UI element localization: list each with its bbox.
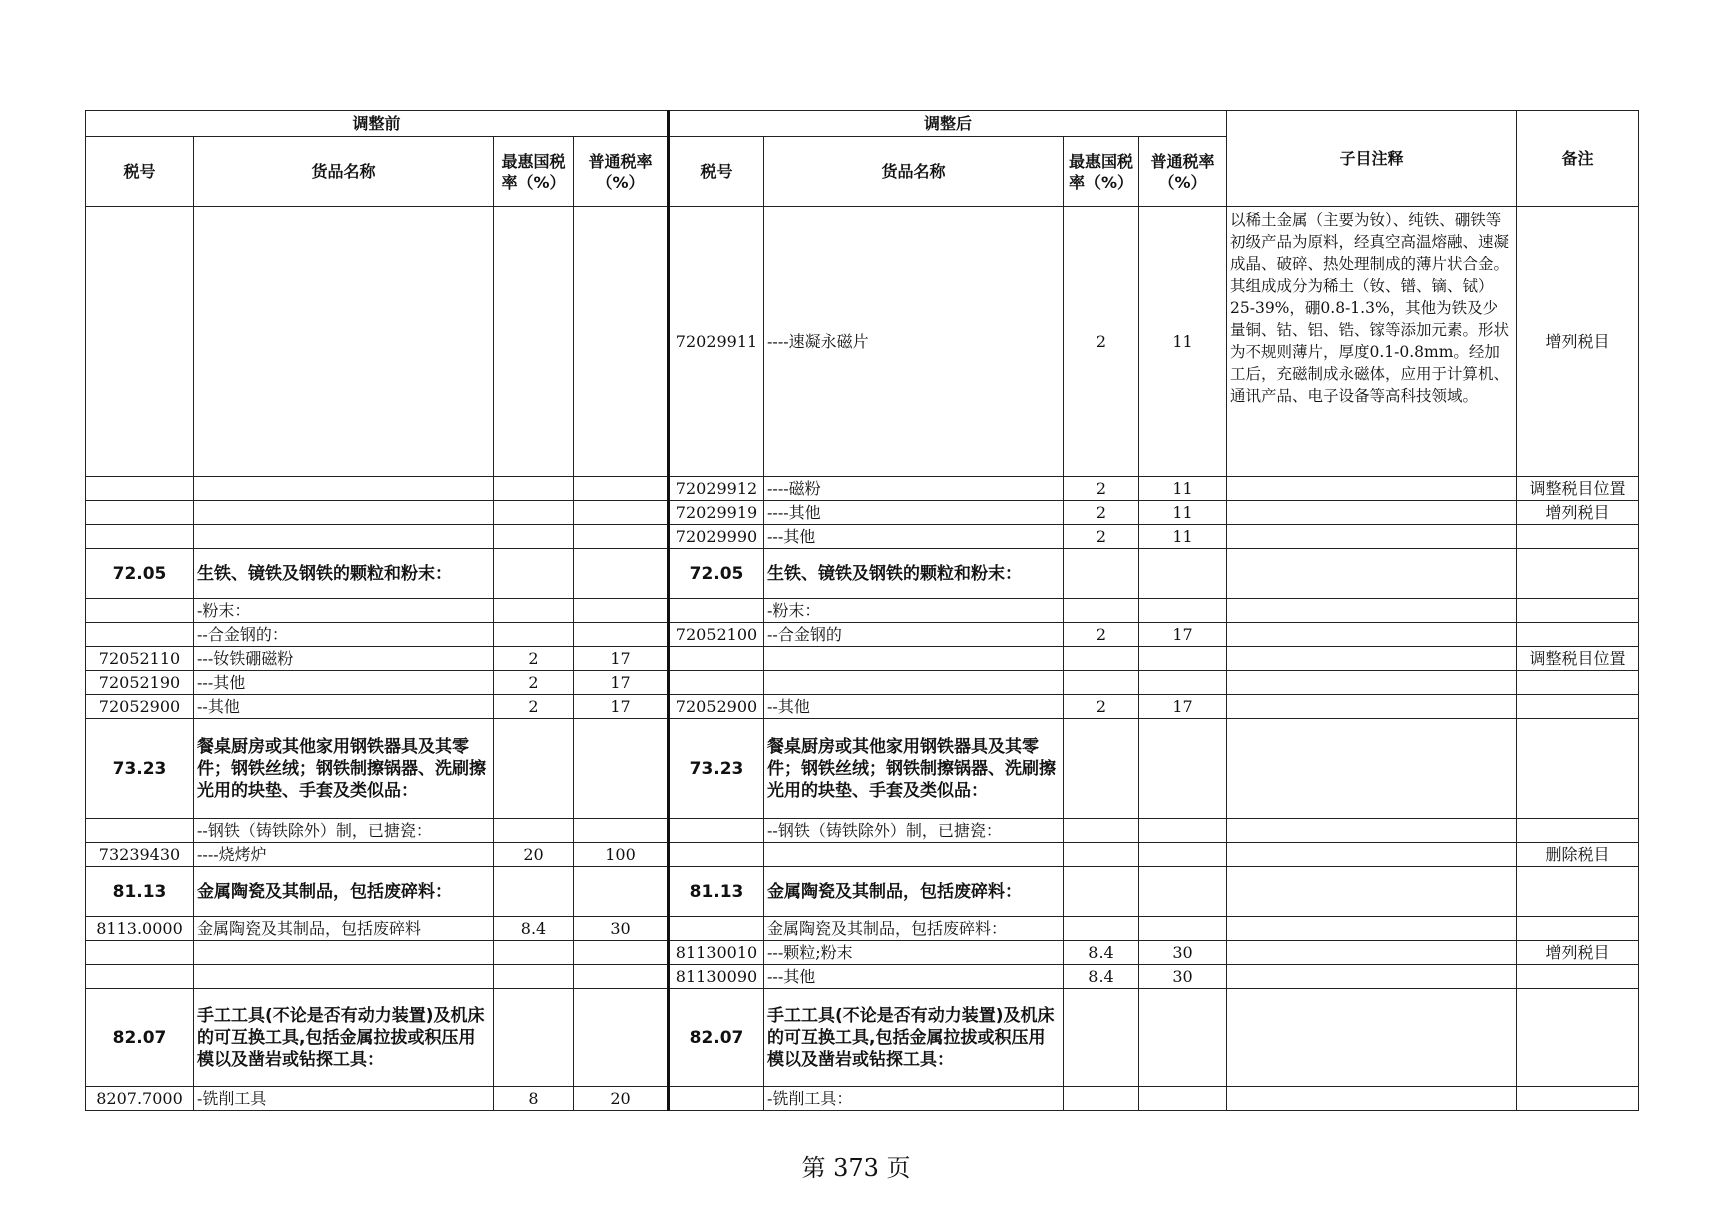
before-name-cell: --钢铁（铸铁除外）制，已搪瓷： [194, 819, 494, 843]
after-general-cell: 30 [1139, 965, 1227, 989]
table-row [86, 207, 1639, 477]
before-mfn-cell [494, 989, 574, 1087]
before-name-cell [194, 965, 494, 989]
after-general-cell [1139, 843, 1227, 867]
subheading-note-cell [1227, 989, 1517, 1087]
after-code-cell [669, 647, 764, 671]
after-name-cell: --合金钢的 [764, 623, 1064, 647]
before-name-cell [194, 477, 494, 501]
before-code-cell: 81.13 [86, 867, 194, 917]
after-general-cell [1139, 671, 1227, 695]
before-general-cell [574, 501, 669, 525]
before-code-cell [86, 501, 194, 525]
table-row [86, 695, 1639, 719]
after-mfn-cell: 2 [1064, 207, 1139, 477]
after-mfn-cell [1064, 647, 1139, 671]
remark-cell: 增列税目 [1517, 501, 1639, 525]
remark-cell [1517, 917, 1639, 941]
remark-cell [1517, 989, 1639, 1087]
before-general-cell [574, 819, 669, 843]
remark-cell: 调整税目位置 [1517, 477, 1639, 501]
table-row [86, 941, 1639, 965]
after-code-cell [669, 1087, 764, 1111]
before-name-cell: 餐桌厨房或其他家用钢铁器具及其零件；钢铁丝绒；钢铁制擦锅器、洗刷擦光用的块垫、手套及类似品： [194, 719, 494, 819]
table-row [86, 719, 1639, 819]
remark-cell [1517, 965, 1639, 989]
before-general-cell: 30 [574, 917, 669, 941]
before-group-header: 调整前 [86, 111, 669, 137]
after-code-cell: 72052900 [669, 695, 764, 719]
before-general-cell [574, 207, 669, 477]
before-general-cell [574, 599, 669, 623]
after-mfn-cell [1064, 867, 1139, 917]
after-mfn-cell [1064, 599, 1139, 623]
remark-cell [1517, 867, 1639, 917]
before-code-cell: 73239430 [86, 843, 194, 867]
before-name-cell [194, 525, 494, 549]
before-name-cell: -铣削工具 [194, 1087, 494, 1111]
after-general-cell [1139, 989, 1227, 1087]
after-mfn-cell [1064, 843, 1139, 867]
after-general-cell: 17 [1139, 623, 1227, 647]
subheading-note-cell [1227, 477, 1517, 501]
after-code-cell: 72052100 [669, 623, 764, 647]
before-general-cell: 17 [574, 647, 669, 671]
table-row [86, 501, 1639, 525]
before-name-cell: --合金钢的： [194, 623, 494, 647]
after-name-cell: -铣削工具： [764, 1087, 1064, 1111]
after-name-cell: ----其他 [764, 501, 1064, 525]
after-mfn-cell [1064, 549, 1139, 599]
before-code-cell [86, 599, 194, 623]
subheading-note-cell [1227, 819, 1517, 843]
subheading-note-cell [1227, 623, 1517, 647]
table-row [86, 671, 1639, 695]
after-mfn-cell [1064, 719, 1139, 819]
subheading-note-cell [1227, 867, 1517, 917]
table-row [86, 917, 1639, 941]
after-general-cell [1139, 917, 1227, 941]
remark-cell [1517, 671, 1639, 695]
before-name-cell: 金属陶瓷及其制品，包括废碎料 [194, 917, 494, 941]
before-mfn-cell [494, 501, 574, 525]
before-general-cell [574, 525, 669, 549]
after-general-cell [1139, 1087, 1227, 1111]
before-general-cell [574, 549, 669, 599]
remark-cell [1517, 719, 1639, 819]
tariff-table-sheet [85, 110, 1639, 1111]
before-code-cell [86, 819, 194, 843]
table-row [86, 599, 1639, 623]
before-general-cell: 17 [574, 695, 669, 719]
before-mfn-cell: 20 [494, 843, 574, 867]
after-general-cell: 30 [1139, 941, 1227, 965]
before-name-cell: 生铁、镜铁及钢铁的颗粒和粉末： [194, 549, 494, 599]
remark-header: 备注 [1517, 111, 1639, 207]
remark-cell [1517, 623, 1639, 647]
before-code-cell: 8113.0000 [86, 917, 194, 941]
tariff-adjustment-table [85, 110, 1639, 1111]
page-number: 第 373 页 [801, 1154, 911, 1182]
after-name-cell: ---其他 [764, 965, 1064, 989]
table-row [86, 843, 1639, 867]
before-code-cell [86, 525, 194, 549]
after-mfn-header: 最惠国税率（%） [1064, 137, 1139, 207]
before-mfn-cell [494, 549, 574, 599]
before-general-cell: 100 [574, 843, 669, 867]
before-general-cell [574, 623, 669, 647]
before-code-cell [86, 477, 194, 501]
table-row [86, 965, 1639, 989]
before-mfn-cell [494, 525, 574, 549]
subheading-note-cell [1227, 917, 1517, 941]
before-general-cell [574, 941, 669, 965]
after-name-cell [764, 647, 1064, 671]
before-code-cell: 72052110 [86, 647, 194, 671]
after-name-cell: -粉末： [764, 599, 1064, 623]
before-name-cell: ---其他 [194, 671, 494, 695]
before-code-cell [86, 965, 194, 989]
after-general-cell: 17 [1139, 695, 1227, 719]
after-name-cell: ----速凝永磁片 [764, 207, 1064, 477]
remark-cell: 删除税目 [1517, 843, 1639, 867]
after-code-cell: 81130010 [669, 941, 764, 965]
remark-cell [1517, 1087, 1639, 1111]
after-name-cell: --其他 [764, 695, 1064, 719]
before-name-cell [194, 501, 494, 525]
after-general-cell [1139, 549, 1227, 599]
after-mfn-cell [1064, 1087, 1139, 1111]
after-code-cell: 72029912 [669, 477, 764, 501]
after-group-header: 调整后 [669, 111, 1227, 137]
before-code-cell: 8207.7000 [86, 1087, 194, 1111]
table-row [86, 647, 1639, 671]
table-row [86, 867, 1639, 917]
after-name-cell: 手工工具(不论是否有动力装置)及机床的可互换工具,包括金属拉拔或积压用模以及凿岩或钻探工具： [764, 989, 1064, 1087]
before-mfn-cell [494, 941, 574, 965]
after-general-cell: 11 [1139, 207, 1227, 477]
remark-cell [1517, 819, 1639, 843]
remark-cell [1517, 525, 1639, 549]
after-code-cell: 82.07 [669, 989, 764, 1087]
subheading-note-cell [1227, 549, 1517, 599]
after-name-cell: 金属陶瓷及其制品，包括废碎料： [764, 867, 1064, 917]
after-name-cell: ---其他 [764, 525, 1064, 549]
subheading-note-cell [1227, 671, 1517, 695]
after-code-cell [669, 671, 764, 695]
before-general-cell [574, 965, 669, 989]
after-general-cell [1139, 599, 1227, 623]
remark-cell: 增列税目 [1517, 941, 1639, 965]
after-name-cell [764, 843, 1064, 867]
before-general-cell: 20 [574, 1087, 669, 1111]
before-name-cell: 金属陶瓷及其制品，包括废碎料： [194, 867, 494, 917]
after-general-header: 普通税率（%） [1139, 137, 1227, 207]
after-mfn-cell: 2 [1064, 695, 1139, 719]
after-name-cell: 餐桌厨房或其他家用钢铁器具及其零件；钢铁丝绒；钢铁制擦锅器、洗刷擦光用的块垫、手套及类似品： [764, 719, 1064, 819]
before-mfn-cell [494, 207, 574, 477]
after-name-cell: 生铁、镜铁及钢铁的颗粒和粉末： [764, 549, 1064, 599]
before-mfn-cell [494, 719, 574, 819]
before-mfn-cell [494, 477, 574, 501]
table-row [86, 623, 1639, 647]
after-mfn-cell [1064, 917, 1139, 941]
subheading-note-cell [1227, 599, 1517, 623]
before-code-cell [86, 941, 194, 965]
subheading-note-cell [1227, 941, 1517, 965]
after-name-cell: 金属陶瓷及其制品，包括废碎料： [764, 917, 1064, 941]
note-header: 子目注释 [1227, 111, 1517, 207]
before-general-cell [574, 477, 669, 501]
after-mfn-cell: 2 [1064, 525, 1139, 549]
subheading-note-cell [1227, 501, 1517, 525]
before-name-cell: --其他 [194, 695, 494, 719]
before-code-cell: 73.23 [86, 719, 194, 819]
after-code-header: 税号 [669, 137, 764, 207]
table-row [86, 525, 1639, 549]
subheading-note-cell [1227, 719, 1517, 819]
before-code-cell [86, 207, 194, 477]
after-general-cell [1139, 647, 1227, 671]
before-name-cell [194, 941, 494, 965]
after-general-cell: 11 [1139, 477, 1227, 501]
before-code-cell [86, 623, 194, 647]
after-code-cell [669, 843, 764, 867]
before-code-cell: 72.05 [86, 549, 194, 599]
header-group-row [86, 111, 1639, 137]
after-code-cell [669, 599, 764, 623]
before-name-header: 货品名称 [194, 137, 494, 207]
subheading-note-cell [1227, 1087, 1517, 1111]
after-general-cell: 11 [1139, 501, 1227, 525]
after-mfn-cell [1064, 989, 1139, 1087]
after-mfn-cell [1064, 671, 1139, 695]
after-code-cell: 81.13 [669, 867, 764, 917]
after-code-cell: 72029990 [669, 525, 764, 549]
table-row [86, 989, 1639, 1087]
before-general-cell [574, 867, 669, 917]
after-mfn-cell: 8.4 [1064, 965, 1139, 989]
after-name-cell: ----磁粉 [764, 477, 1064, 501]
remark-cell: 调整税目位置 [1517, 647, 1639, 671]
after-mfn-cell [1064, 819, 1139, 843]
table-row [86, 819, 1639, 843]
before-name-cell: -粉末： [194, 599, 494, 623]
after-code-cell: 72.05 [669, 549, 764, 599]
after-code-cell [669, 819, 764, 843]
before-code-cell: 72052190 [86, 671, 194, 695]
before-name-cell: ---钕铁硼磁粉 [194, 647, 494, 671]
after-code-cell [669, 917, 764, 941]
after-code-cell: 72029919 [669, 501, 764, 525]
before-code-header: 税号 [86, 137, 194, 207]
after-mfn-cell: 2 [1064, 501, 1139, 525]
before-code-cell: 82.07 [86, 989, 194, 1087]
after-code-cell: 72029911 [669, 207, 764, 477]
remark-cell [1517, 549, 1639, 599]
remark-cell [1517, 695, 1639, 719]
subheading-note-cell [1227, 965, 1517, 989]
before-general-cell [574, 989, 669, 1087]
table-row [86, 477, 1639, 501]
after-name-header: 货品名称 [764, 137, 1064, 207]
after-general-cell [1139, 867, 1227, 917]
after-name-cell [764, 671, 1064, 695]
before-mfn-cell [494, 965, 574, 989]
after-code-cell: 73.23 [669, 719, 764, 819]
after-general-cell [1139, 819, 1227, 843]
before-general-cell [574, 719, 669, 819]
before-mfn-cell [494, 819, 574, 843]
after-mfn-cell: 2 [1064, 477, 1139, 501]
after-name-cell: --钢铁（铸铁除外）制，已搪瓷： [764, 819, 1064, 843]
subheading-note-cell [1227, 843, 1517, 867]
subheading-note-cell [1227, 695, 1517, 719]
before-mfn-header: 最惠国税率（%） [494, 137, 574, 207]
before-mfn-cell [494, 623, 574, 647]
after-general-cell [1139, 719, 1227, 819]
after-general-cell: 11 [1139, 525, 1227, 549]
before-name-cell [194, 207, 494, 477]
before-general-header: 普通税率（%） [574, 137, 669, 207]
before-code-cell: 72052900 [86, 695, 194, 719]
before-name-cell: ----烧烤炉 [194, 843, 494, 867]
after-code-cell: 81130090 [669, 965, 764, 989]
subheading-note-cell [1227, 525, 1517, 549]
table-row [86, 1087, 1639, 1111]
remark-cell [1517, 599, 1639, 623]
before-mfn-cell [494, 867, 574, 917]
before-mfn-cell: 2 [494, 695, 574, 719]
before-mfn-cell: 8 [494, 1087, 574, 1111]
before-mfn-cell: 8.4 [494, 917, 574, 941]
subheading-note-cell: 以稀土金属（主要为钕）、纯铁、硼铁等初级产品为原料，经真空高温熔融、速凝成晶、破碎、热处理制成的薄片状合金。其组成成分为稀土（钕、镨、镝、铽）25-39%，硼0.8-1.3%，其他为铁及少量铜、钴、铝、锆、镓等添加元素。形状为不规则薄片，厚度0.1-0.8mm。经加工后，充磁制成永磁体，应用于计算机、通讯产品、电子设备等高科技领域。 [1227, 207, 1517, 477]
table-row [86, 549, 1639, 599]
before-mfn-cell [494, 599, 574, 623]
before-name-cell: 手工工具(不论是否有动力装置)及机床的可互换工具,包括金属拉拔或积压用模以及凿岩或钻探工具： [194, 989, 494, 1087]
after-mfn-cell: 2 [1064, 623, 1139, 647]
after-mfn-cell: 8.4 [1064, 941, 1139, 965]
before-mfn-cell: 2 [494, 647, 574, 671]
subheading-note-cell [1227, 647, 1517, 671]
before-general-cell: 17 [574, 671, 669, 695]
remark-cell: 增列税目 [1517, 207, 1639, 477]
before-mfn-cell: 2 [494, 671, 574, 695]
after-name-cell: ---颗粒;粉末 [764, 941, 1064, 965]
